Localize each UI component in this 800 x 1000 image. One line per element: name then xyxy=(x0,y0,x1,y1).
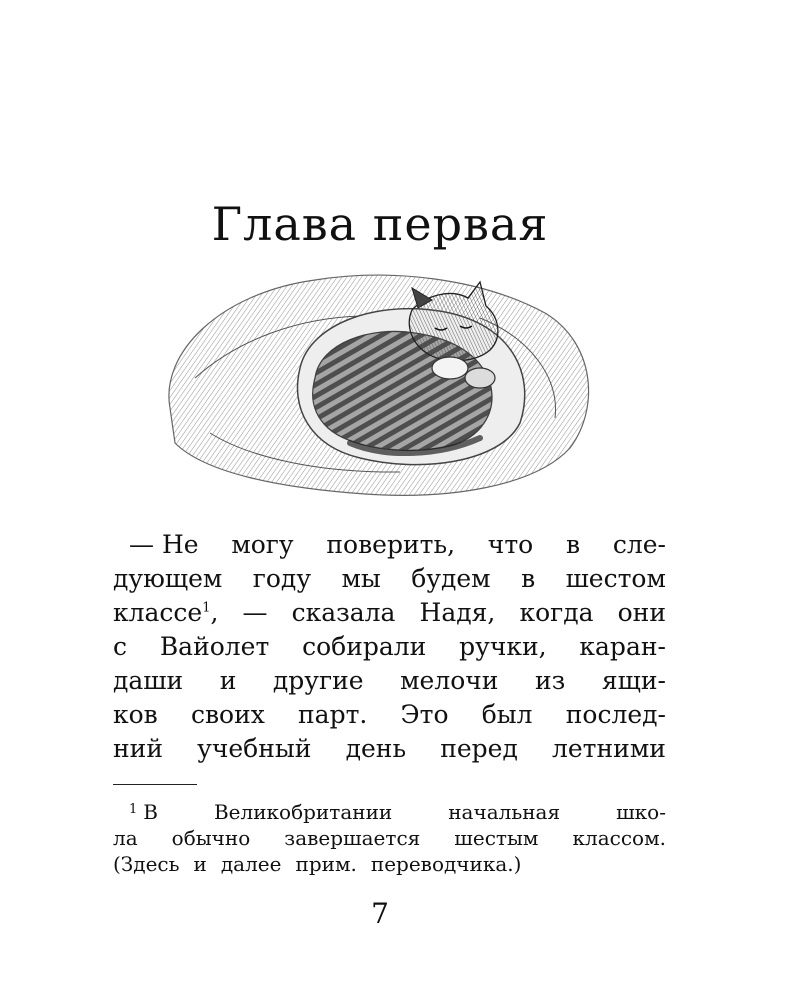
word: день xyxy=(345,734,407,763)
footnote-divider xyxy=(113,784,197,785)
body-text xyxy=(113,528,666,766)
text-line xyxy=(113,630,666,664)
word: сле- xyxy=(612,530,666,559)
word: — xyxy=(242,598,268,627)
word: Это xyxy=(400,700,449,729)
footnote-reference: 1 xyxy=(202,600,211,616)
word: классе xyxy=(113,598,203,627)
word: Вайолет xyxy=(159,632,270,661)
footnote-start xyxy=(129,799,158,825)
text-line xyxy=(113,528,666,562)
word: из xyxy=(534,666,566,695)
word: и xyxy=(193,852,207,876)
footnote-number: 1 xyxy=(129,802,138,817)
text-line xyxy=(113,562,666,596)
word: ящи- xyxy=(601,666,666,695)
word: был xyxy=(481,700,533,729)
word: мелочи xyxy=(400,666,499,695)
word: что xyxy=(487,530,534,559)
word: переводчика.) xyxy=(370,852,522,876)
word: поверить, xyxy=(326,530,456,559)
word: — Не xyxy=(129,530,199,559)
footnote-line xyxy=(113,851,666,877)
word: перед xyxy=(440,734,518,763)
word: парт. xyxy=(298,700,368,729)
page-number: 7 xyxy=(371,897,389,930)
word: в xyxy=(565,530,581,559)
word: ков xyxy=(113,700,158,729)
word: Великобритании xyxy=(213,800,393,824)
text-line xyxy=(113,732,666,766)
word: послед- xyxy=(565,700,666,729)
word: когда xyxy=(519,598,594,627)
footnote-line xyxy=(113,799,666,825)
word: ручки, xyxy=(459,632,547,661)
word: обычно xyxy=(171,826,251,850)
illustration-drawing xyxy=(150,258,600,503)
word: классом. xyxy=(572,826,666,850)
word: с xyxy=(113,632,128,661)
kitten-sleeping-in-blanket-icon xyxy=(150,258,600,503)
footnote xyxy=(113,799,666,877)
word: шко- xyxy=(616,800,666,824)
word: , xyxy=(210,598,219,627)
chapter-title: Глава первая xyxy=(211,196,549,251)
text-line xyxy=(113,698,666,732)
word: шестым xyxy=(454,826,539,850)
word: летними xyxy=(552,734,666,763)
word: своих xyxy=(190,700,265,729)
word: и xyxy=(219,666,237,695)
word: они xyxy=(617,598,666,627)
text-line xyxy=(113,596,666,630)
word: завершается xyxy=(284,826,421,850)
text-line xyxy=(113,664,666,698)
word: сказала xyxy=(291,598,396,627)
word: году xyxy=(252,564,312,593)
word: далее xyxy=(220,852,282,876)
word: учебный xyxy=(197,734,312,763)
word-with-footnote xyxy=(113,596,218,630)
word: В xyxy=(143,800,158,824)
footnote-line xyxy=(113,825,666,851)
word: прим. xyxy=(295,852,357,876)
word: ла xyxy=(113,826,138,850)
word: ний xyxy=(113,734,163,763)
word: другие xyxy=(272,666,364,695)
word: даши xyxy=(113,666,184,695)
word: шестом xyxy=(565,564,666,593)
word: в xyxy=(521,564,536,593)
word: начальная xyxy=(448,800,561,824)
word: будем xyxy=(411,564,491,593)
word: собирали xyxy=(302,632,427,661)
word: Надя, xyxy=(419,598,496,627)
word: могу xyxy=(231,530,294,559)
word: (Здесь xyxy=(113,852,180,876)
word: дующем xyxy=(113,564,223,593)
word: мы xyxy=(341,564,381,593)
word: каран- xyxy=(579,632,666,661)
